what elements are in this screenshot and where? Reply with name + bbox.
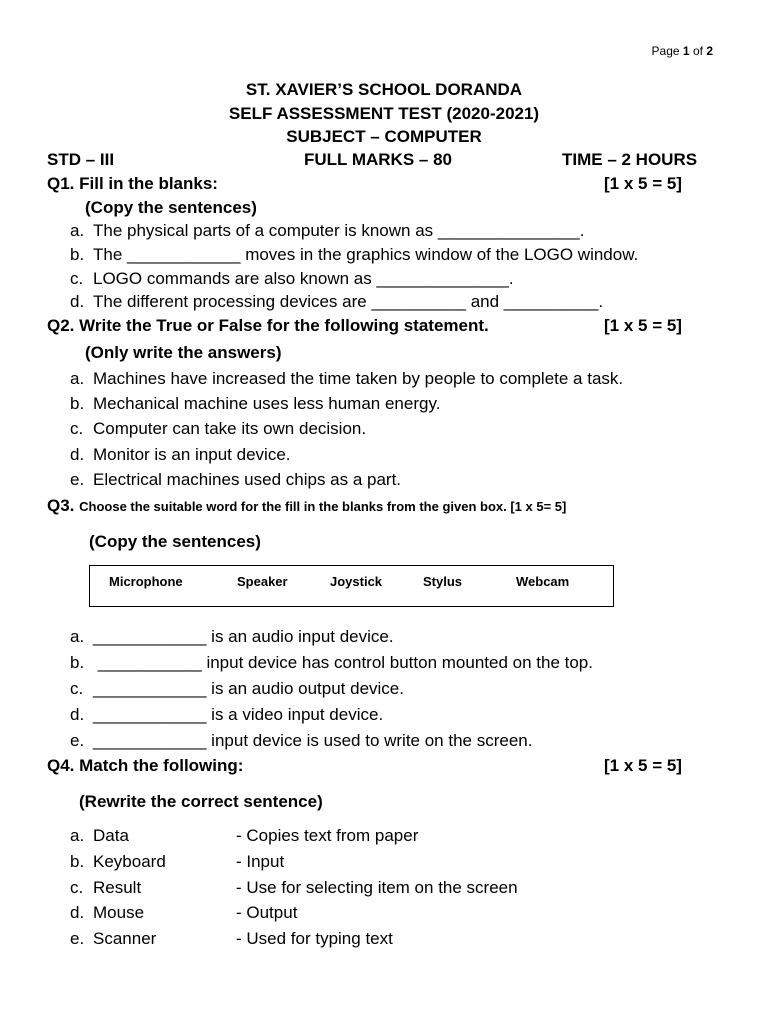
subject-title: SUBJECT – COMPUTER xyxy=(286,127,482,146)
word-box-item: Joystick xyxy=(330,574,383,589)
word-box-item: Webcam xyxy=(516,574,570,589)
full-marks-label: FULL MARKS – 80 xyxy=(304,150,452,169)
q3-item-a: a. ____________ is an audio input device. xyxy=(70,627,394,646)
q2-title: Q2. Write the True or False for the following statement. xyxy=(47,316,489,335)
q4-match-a: - Copies text from paper xyxy=(236,826,419,845)
q4-item-e: e. Scanner xyxy=(70,929,157,948)
q2-item-b: b. Mechanical machine uses less human energy. xyxy=(70,394,441,413)
q4-match-c: - Use for selecting item on the screen xyxy=(236,878,518,897)
q4-item-b: b. Keyboard xyxy=(70,852,166,871)
q2-item-d: d. Monitor is an input device. xyxy=(70,445,291,464)
q2-item-c: c. Computer can take its own decision. xyxy=(70,419,367,438)
word-box-item: Microphone xyxy=(109,574,183,589)
q4-match-d: - Output xyxy=(236,903,298,922)
q3-title: Q3. Choose the suitable word for the fill in the blanks from the given box. [1 x 5= 5] xyxy=(47,496,567,515)
q1-marks: [1 x 5 = 5] xyxy=(604,174,682,193)
word-box-item: Speaker xyxy=(237,574,288,589)
q1-item-a: a. The physical parts of a computer is known as _______________. xyxy=(70,221,585,240)
q1-item-c: c. LOGO commands are also known as ______________. xyxy=(70,269,514,288)
q4-marks: [1 x 5 = 5] xyxy=(604,756,682,775)
q3-item-b: b. ___________ input device has control button mounted on the top. xyxy=(70,653,593,672)
q1-note: (Copy the sentences) xyxy=(85,198,257,217)
q4-item-d: d. Mouse xyxy=(70,903,145,922)
std-label: STD – III xyxy=(47,150,115,169)
word-box-item: Stylus xyxy=(423,574,463,589)
q1-item-d: d. The different processing devices are __________ and __________. xyxy=(70,292,604,311)
q3-note: (Copy the sentences) xyxy=(89,532,261,551)
time-label: TIME – 2 HOURS xyxy=(562,150,698,169)
page-number: Page 1 of 2 xyxy=(651,44,713,58)
q2-note: (Only write the answers) xyxy=(85,343,282,362)
q3-item-e: e. ____________ input device is used to write on the screen. xyxy=(70,731,533,750)
q2-item-e: e. Electrical machines used chips as a part. xyxy=(70,470,402,489)
q1-item-b: b. The ____________ moves in the graphics window of the LOGO window. xyxy=(70,245,639,264)
q2-marks: [1 x 5 = 5] xyxy=(604,316,682,335)
q4-title: Q4. Match the following: xyxy=(47,756,244,775)
school-name: ST. XAVIER’S SCHOOL DORANDA xyxy=(245,80,523,99)
q3-item-c: c. ____________ is an audio output device. xyxy=(70,679,404,698)
test-title: SELF ASSESSMENT TEST (2020-2021) xyxy=(228,104,540,123)
word-box xyxy=(89,565,614,607)
q3-item-d: d. ____________ is a video input device. xyxy=(70,705,384,724)
q4-match-b: - Input xyxy=(236,852,285,871)
q4-note: (Rewrite the correct sentence) xyxy=(79,792,323,811)
q2-item-a: a. Machines have increased the time taken by people to complete a task. xyxy=(70,369,624,388)
q1-title: Q1. Fill in the blanks: xyxy=(47,174,218,193)
q4-item-c: c. Result xyxy=(70,878,142,897)
q4-item-a: a. Data xyxy=(70,826,129,845)
q4-match-e: - Used for typing text xyxy=(236,929,393,948)
